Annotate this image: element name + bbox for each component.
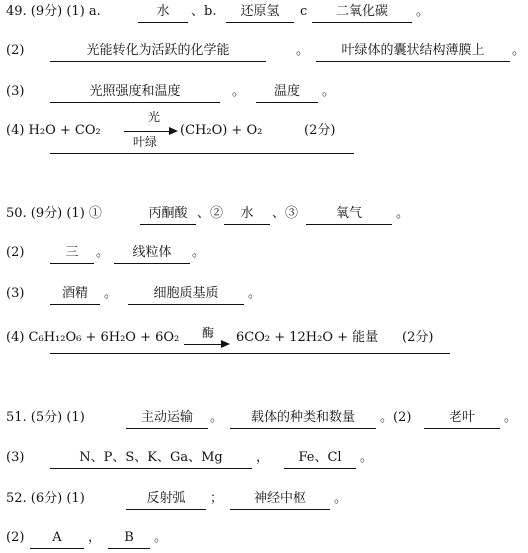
q52-semi: ； xyxy=(210,491,224,506)
q51-l2-blank-b: Fe、Cl xyxy=(284,449,356,469)
q49-blank-c: 二氧化碳 xyxy=(312,3,412,23)
q50-l2-blank-a: 三 xyxy=(50,244,94,264)
q50-end: 。 xyxy=(396,206,410,221)
q50-blank-b: 水 xyxy=(224,205,270,225)
q51-l2-blank-a: N、P、S、K、Ga、Mg xyxy=(50,449,252,469)
q51-l2-end: 。 xyxy=(360,450,374,465)
q51-blank-c: 老叶 xyxy=(424,409,500,429)
q51-sep2: 。(2) xyxy=(380,410,412,425)
q50-l2-dot: 。 xyxy=(96,245,110,260)
q49-end: 。 xyxy=(416,4,430,19)
q50-eq-right: 6CO₂ + 12H₂O + 能量 xyxy=(236,330,379,345)
q52-l2-comma: ， xyxy=(88,530,102,545)
q49-l3-label: (3) xyxy=(6,84,25,99)
q51-l2-comma: ， xyxy=(256,450,270,465)
q51-l2-label: (3) xyxy=(6,450,25,465)
q49-eq-below: 叶绿 xyxy=(133,135,158,149)
q49-l3-blank-b: 温度 xyxy=(256,83,318,103)
q50-eq-arrow xyxy=(184,344,228,345)
q49-sep-c: c xyxy=(300,4,308,19)
q49-l3-blank-a: 光照强度和温度 xyxy=(50,83,220,103)
q49-eq-above: 光 xyxy=(148,110,161,124)
q49-l2-dot: 。 xyxy=(296,43,310,58)
q50-blank-c: 氧气 xyxy=(306,205,392,225)
q49-eq-underline xyxy=(50,153,354,154)
q49-l3-dot: 。 xyxy=(232,84,246,99)
q51-head: 51. (5分) (1) xyxy=(6,410,85,425)
q49-l2-end: 。 xyxy=(512,43,526,58)
q49-l2-blank-b: 叶绿体的囊状结构薄膜上 xyxy=(316,42,510,62)
q50-l2-end: 。 xyxy=(192,245,206,260)
q49-l2-blank-a: 光能转化为活跃的化学能 xyxy=(50,42,266,62)
q50-l3-blank-a: 酒精 xyxy=(50,285,100,305)
q49-blank-b: 还原氢 xyxy=(226,3,294,23)
q50-blank-a: 丙酮酸 xyxy=(140,205,196,225)
q50-sep2: 、② xyxy=(197,206,224,221)
q49-eq-arrow xyxy=(124,131,176,132)
q50-eq-label: (4) C₆H₁₂O₆ + 6H₂O + 6O₂ xyxy=(6,330,180,345)
q49-sep-b: 、b. xyxy=(191,4,217,19)
q50-eq-above: 酶 xyxy=(202,326,215,340)
q51-blank-b: 载体的种类和数量 xyxy=(230,409,376,429)
q50-eq-score: (2分) xyxy=(402,330,434,345)
q50-l2-blank-b: 线粒体 xyxy=(114,244,190,264)
q52-blank-b: 神经中枢 xyxy=(230,490,330,510)
q51-dot1: 。 xyxy=(210,410,224,425)
q49-blank-a: 水 xyxy=(138,3,188,23)
q51-blank-a: 主动运输 xyxy=(126,409,208,429)
q52-l2-label: (2) xyxy=(6,530,25,545)
q49-eq-label: (4) H₂O + CO₂ xyxy=(6,123,101,138)
q52-blank-a: 反射弧 xyxy=(126,490,206,510)
q52-l2-blank-a: A xyxy=(30,529,84,549)
q50-head: 50. (9分) (1) ① xyxy=(6,206,102,221)
q49-head: 49. (9分) (1) a. xyxy=(6,4,101,19)
q51-end: 。 xyxy=(504,410,518,425)
q50-l3-label: (3) xyxy=(6,286,25,301)
q52-head: 52. (6分) (1) xyxy=(6,491,85,506)
q49-eq-right: (CH₂O) + O₂ xyxy=(180,123,263,138)
q50-l3-dot: 。 xyxy=(104,286,118,301)
q52-end: 。 xyxy=(334,491,348,506)
q50-sep3: 、③ xyxy=(272,206,299,221)
q49-l2-label: (2) xyxy=(6,43,25,58)
q52-l2-blank-b: B xyxy=(108,529,150,549)
q50-l3-blank-b: 细胞质基质 xyxy=(128,285,244,305)
q50-eq-underline xyxy=(50,353,450,354)
q50-l3-end: 。 xyxy=(248,286,262,301)
q52-l2-end: 。 xyxy=(154,530,168,545)
q50-l2-label: (2) xyxy=(6,245,25,260)
q49-eq-score: (2分) xyxy=(304,123,336,138)
q49-l3-end: 。 xyxy=(322,84,336,99)
